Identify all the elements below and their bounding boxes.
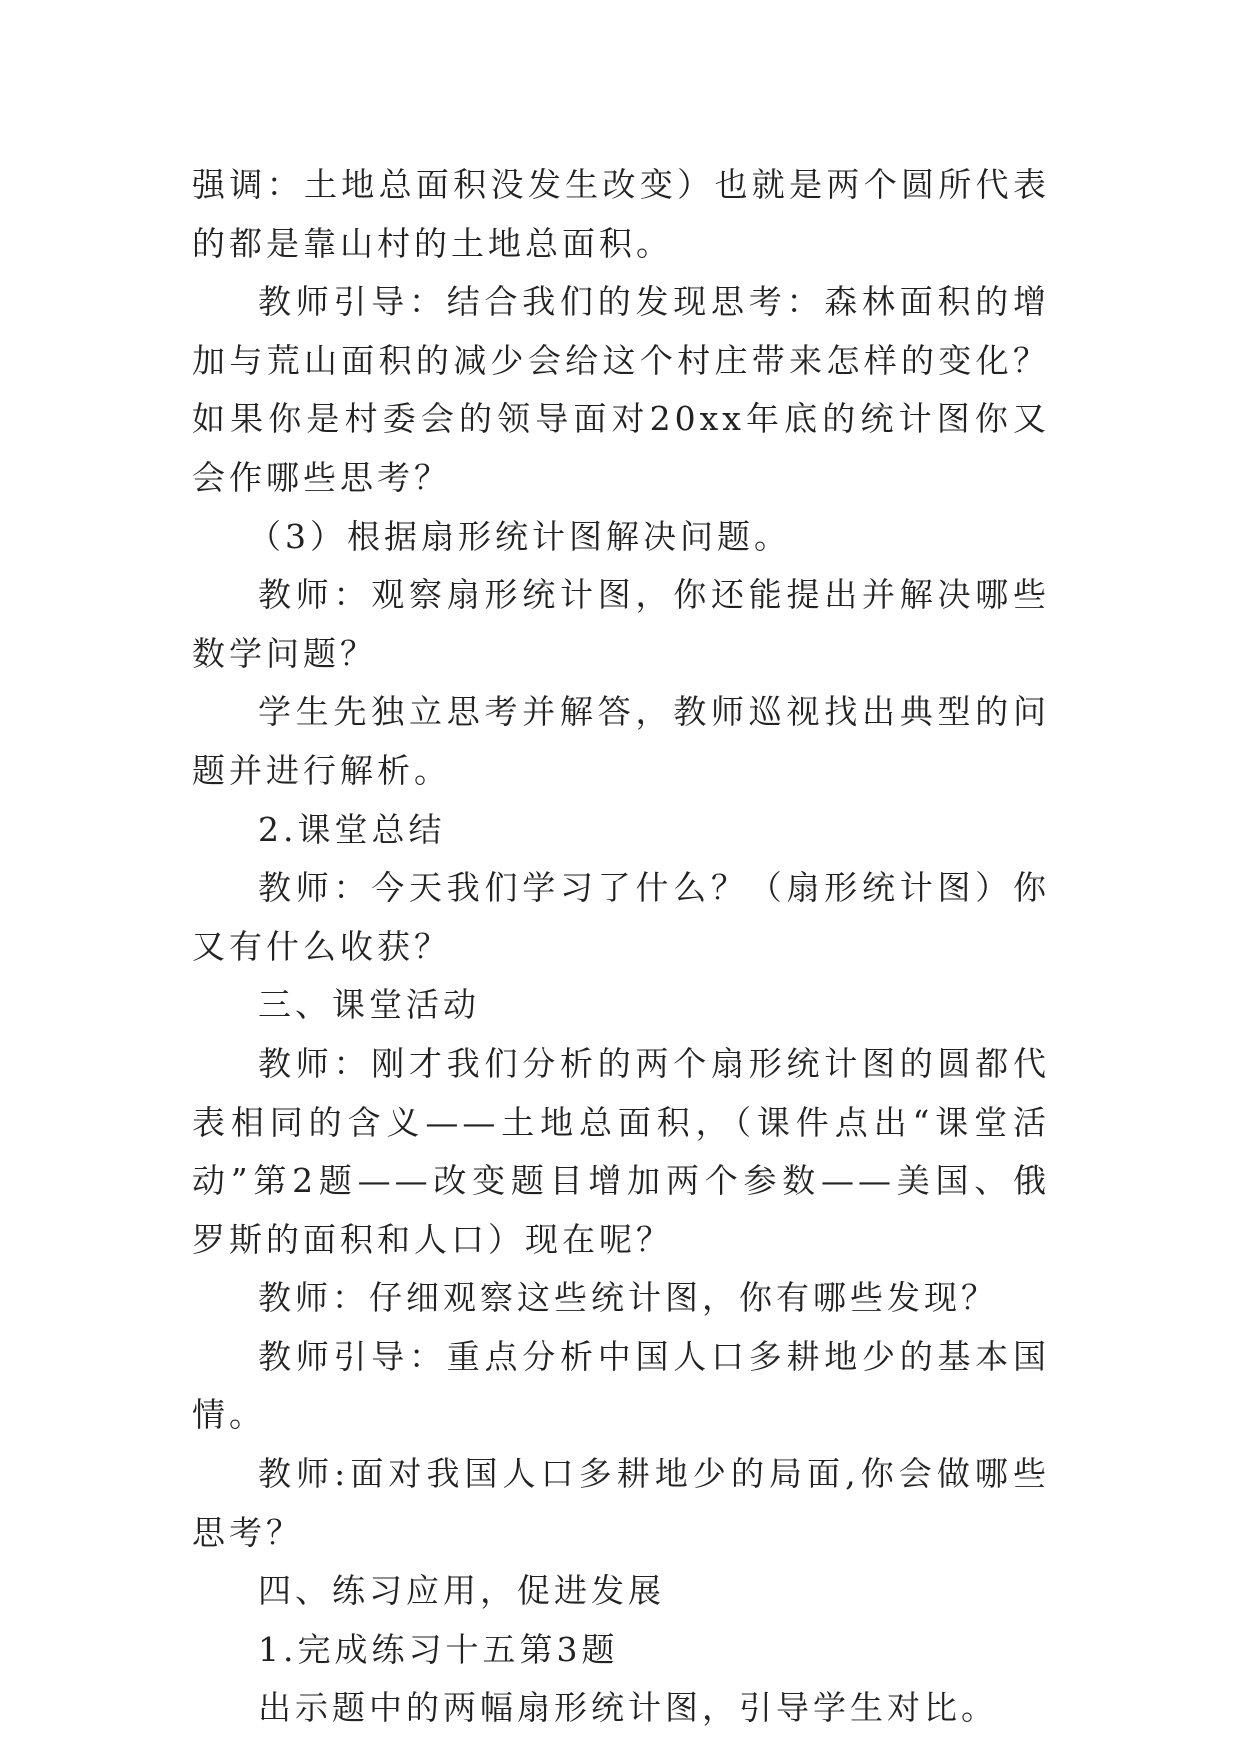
paragraph: 教师：今天我们学习了什么？（扇形统计图）你又有什么收获？ (192, 868, 1050, 966)
document-body (192, 156, 1050, 1738)
paragraph: 教师：观察扇形统计图，你还能提出并解决哪些数学问题？ (192, 575, 1050, 673)
section-heading: 三、课堂活动 (258, 985, 480, 1025)
paragraph: 教师：仔细观察这些统计图，你有哪些发现？ (258, 1278, 998, 1318)
paragraph: 出示题中的两幅扇形统计图，引导学生对比。 (258, 1688, 998, 1728)
paragraph: 教师：刚才我们分析的两个扇形统计图的圆都代表相同的含义——土地总面积，（课件点出“课堂活动”第2题——改变题目增加两个参数——美国、俄罗斯的面积和人口）现在呢？ (192, 1043, 1050, 1259)
section-heading: 四、练习应用，促进发展 (258, 1571, 665, 1611)
paragraph: 教师引导：结合我们的发现思考：森林面积的增加与荒山面积的减少会给这个村庄带来怎样的变化？如果你是村委会的领导面对20xx年底的统计图你又会作哪些思考？ (192, 282, 1050, 497)
paragraph: 强调：土地总面积没发生改变）也就是两个圆所代表的都是靠山村的土地总面积。 (192, 165, 1050, 263)
paragraph: 学生先独立思考并解答，教师巡视找出典型的问题并进行解析。 (192, 692, 1050, 790)
section-heading: 2.课堂总结 (258, 809, 446, 849)
paragraph: 教师:面对我国人口多耕地少的局面,你会做哪些思考？ (192, 1454, 1050, 1552)
paragraph: 教师引导：重点分析中国人口多耕地少的基本国情。 (192, 1336, 1050, 1435)
section-heading: 1.完成练习十五第3题 (258, 1629, 619, 1669)
paragraph: （3）根据扇形统计图解决问题。 (248, 516, 791, 556)
